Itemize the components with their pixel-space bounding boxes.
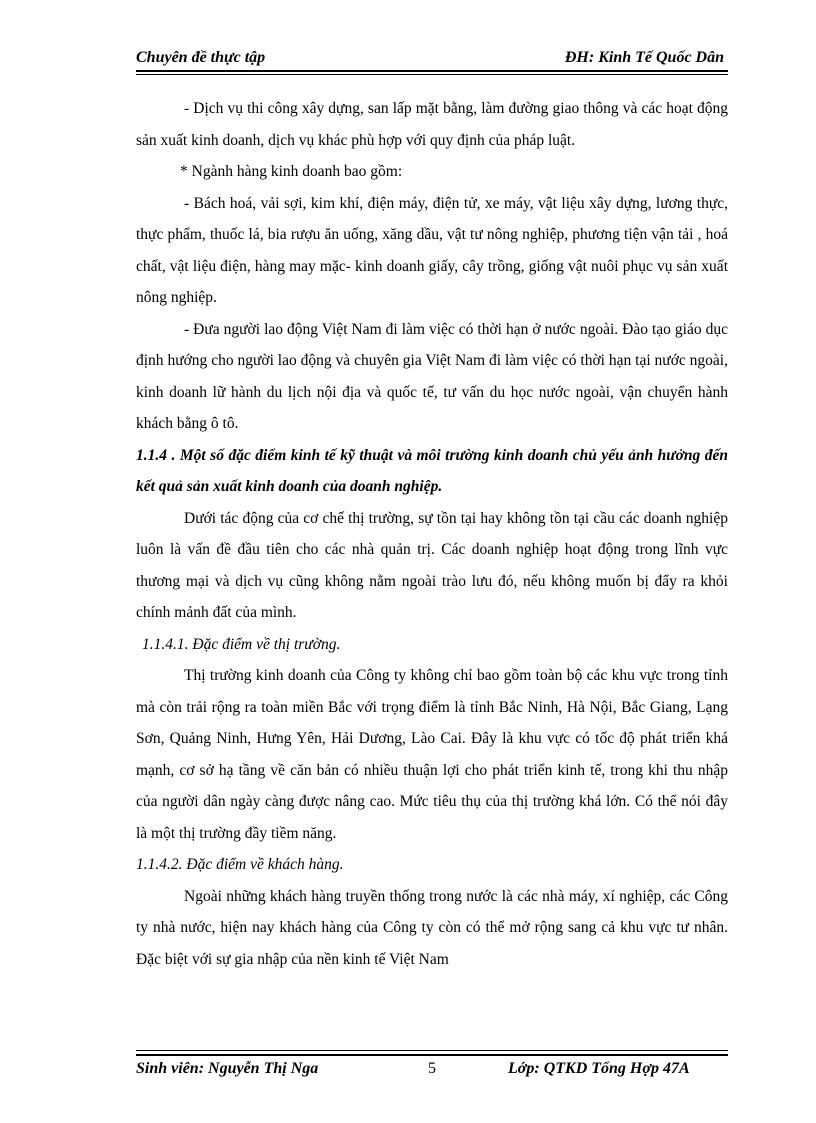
section-intro-paragraph: Dưới tác động của cơ chế thị trường, sự tồn tại hay không tồn tại cầu các doanh nghiệp luôn là vấn đề đầu tiên cho các nhà quản trị. Các doanh nghiệp hoạt động trong lĩnh vực thương mại và dịch vụ cũng không nằm ngoài trào lưu đó, nếu không muốn bị đẩy ra khỏi chính mảnh đất của mình. [136,509,728,621]
footer-rule-thin [136,1050,728,1051]
header-left-title: Chuyên đề thực tập [136,49,266,66]
subsection-market-text: Thị trường kinh doanh của Công ty không chỉ bao gồm toàn bộ các khu vực trong tỉnh mà còn trải rộng ra toàn miền Bắc với trọng điểm là tỉnh Bắc Ninh, Hà Nội, Bắc Giang, Lạng Sơn, Quảng Ninh, Hưng Yên, Hải Dương, Lào Cai. Đây là khu vực có tốc độ phát triển khá mạnh, cơ sở hạ tầng về căn bản có nhiều thuận lợi cho phát triển kinh tế, trong khi thu nhập của người dân ngày càng được nâng cao. Mức tiêu thụ của thị trường khá lớn. Có thể nói đây là một thị trường đầy tiềm năng. [136,667,728,842]
paragraph-construction-services: - Dịch vụ thi công xây dựng, san lấp mặt bằng, làm đường giao thông và các hoạt động sản xuất kinh doanh, dịch vụ khác phù hợp với quy định của pháp luật. [136,100,728,149]
page-number: 5 [428,1060,436,1077]
subsection-market-heading: 1.1.4.1. Đặc điểm về thị trường. [142,635,341,653]
paragraph-labor-export: - Đưa người lao động Việt Nam đi làm việc có thời hạn ở nước ngoài. Đào tạo giáo dục định hướng cho người lao động và chuyên gia Việt Nam đi làm việc có thời hạn tại nước ngoài, kinh doanh lữ hành du lịch nội địa và quốc tế, tư vấn du học nước ngoài, vận chuyển hành khách bằng ô tô. [136,320,728,432]
page-header [136,49,728,75]
page-footer [136,1050,728,1080]
section-heading: 1.1.4 . Một số đặc điểm kinh tế kỹ thuật và môi trường kinh doanh chủ yếu ảnh hưởng đến kết quả sản xuất kinh doanh của doanh nghiệp. [136,446,728,495]
subsection-customers-heading: 1.1.4.2. Đặc điểm về khách hàng. [136,856,344,873]
header-rule-thin [136,74,728,75]
header-rule-thick [136,70,728,72]
footer-student-name: Sinh viên: Nguyễn Thị Nga [136,1060,319,1077]
paragraph-goods-list: - Bách hoá, vải sợi, kim khí, điện máy, điện tử, xe máy, vật liệu xây dựng, lương thực, thực phẩm, thuốc lá, bia rượu ăn uống, xăng dầu, vật tư nông nghiệp, phương tiện vận tải , hoá chất, vật liệu điện, hàng may mặc- kinh doanh giấy, cây trồng, giống vật nuôi phục vụ sản xuất nông nghiệp. [136,194,728,306]
subsection-customers-text: Ngoài những khách hàng truyền thống trong nước là các nhà máy, xí nghiệp, các Công ty nhà nước, hiện nay khách hàng của Công ty còn có thể mở rộng sang cả khu vực tư nhân. Đặc biệt với sự gia nhập của nền kinh tế Việt Nam [136,887,728,968]
page-body [136,93,728,975]
footer-rule-thick [136,1054,728,1056]
footer-class-name: Lớp: QTKD Tổng Hợp 47A [508,1060,690,1077]
paragraph-business-lines-intro: * Ngành hàng kinh doanh bao gồm: [180,163,403,180]
header-right-title: ĐH: Kinh Tế Quốc Dân [564,49,724,66]
